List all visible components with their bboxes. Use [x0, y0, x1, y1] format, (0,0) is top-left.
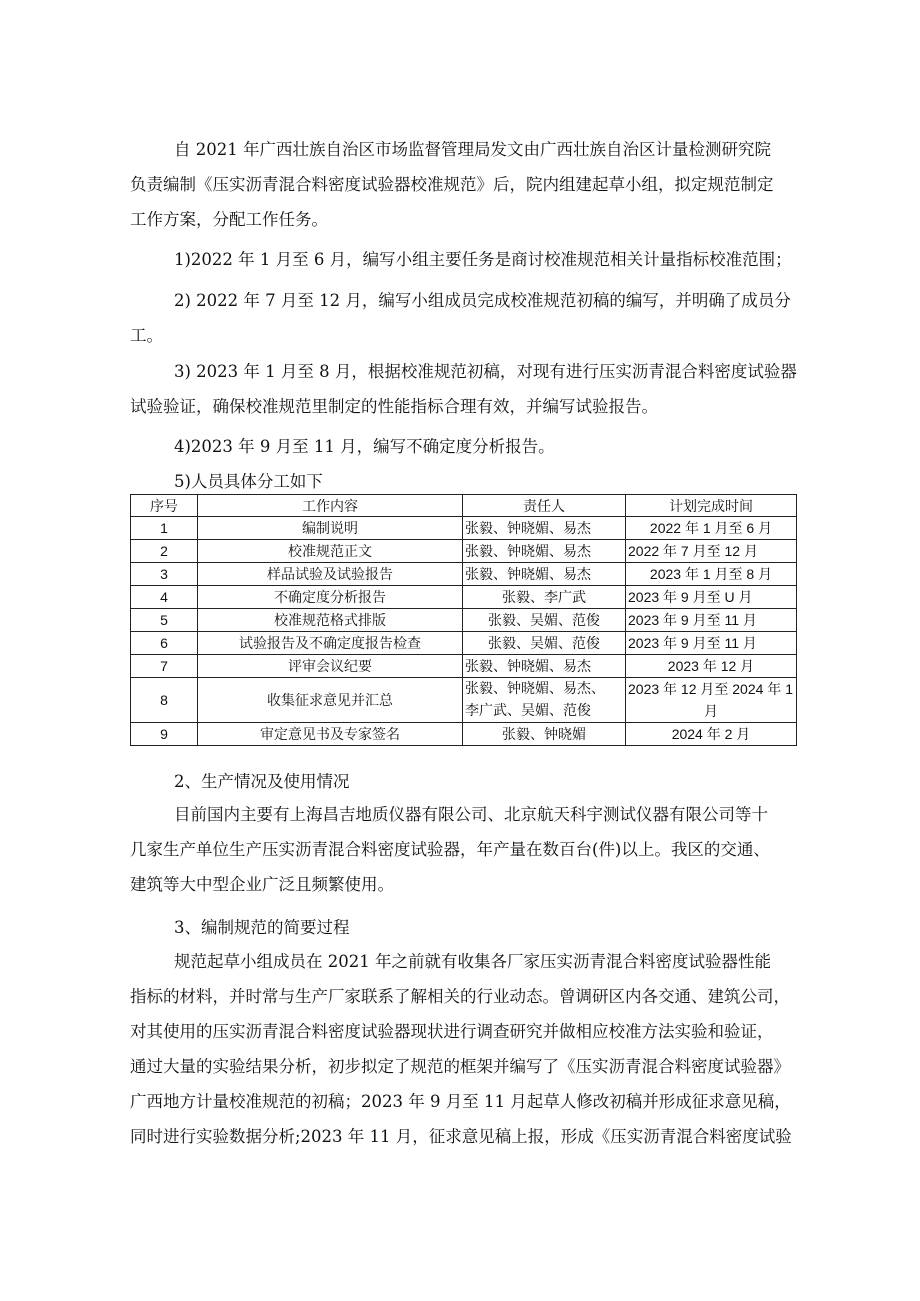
cell-no: 8: [131, 678, 198, 723]
section-3-line: 指标的材料，并时常与生产厂家联系了解相关的行业动态。曾调研区内各交通、建筑公司，: [130, 987, 790, 1006]
cell-responsible: 张毅、钟晓媚: [463, 723, 626, 746]
step-2-line: 2) 2022 年 7 月至 12 月，编写小组成员完成校准规范初稿的编写，并明确了成员分: [174, 291, 791, 310]
cell-responsible: 张毅、钟晓媚、易杰: [463, 563, 626, 586]
intro-line: 工作方案，分配工作任务。: [130, 210, 328, 229]
intro-line: 自 2021 年广西壮族自治区市场监督管理局发文由广西壮族自治区计量检测研究院: [174, 140, 771, 159]
step-3: [130, 354, 798, 424]
cell-responsible: 张毅、钟晓媚、易杰: [463, 655, 626, 678]
cell-deadline: 2023 年 9 月至 U 月: [626, 586, 797, 609]
step-3-line: 3) 2023 年 1 月至 8 月，根据校准规范初稿，对现有进行压实沥青混合料密度试验器: [174, 362, 797, 381]
cell-deadline: 2023 年 1 月至 8 月: [626, 563, 797, 586]
cell-responsible-line: 李广武、吴媚、范俊: [465, 703, 591, 719]
cell-responsible-line: 张毅、钟晓媚、易杰、: [465, 681, 605, 697]
cell-no: 2: [131, 540, 198, 563]
cell-deadline: 2023 年 12 月: [626, 655, 797, 678]
table-header-row: [131, 495, 797, 517]
cell-deadline: [626, 678, 797, 723]
cell-responsible: 张毅、吴媚、范俊: [463, 609, 626, 632]
section-2-line: 建筑等大中型企业广泛且频繁使用。: [130, 875, 394, 894]
section-2-paragraph: [130, 797, 798, 902]
cell-task: 校准规范正文: [198, 540, 463, 563]
cell-no: 5: [131, 609, 198, 632]
cell-task: 不确定度分析报告: [198, 586, 463, 609]
cell-no: 7: [131, 655, 198, 678]
step-3-line: 试验验证，确保校准规范里制定的性能指标合理有效，并编写试验报告。: [130, 397, 658, 416]
cell-deadline: 2022 年 1 月至 6 月: [626, 517, 797, 540]
section-3-line: 对其使用的压实沥青混合料密度试验器现状进行调查研究并做相应校准方法实验和验证，: [130, 1022, 774, 1041]
cell-deadline-line: 月: [704, 703, 718, 719]
section-2-line: 目前国内主要有上海昌吉地质仪器有限公司、北京航天科宇测试仪器有限公司等十: [174, 805, 768, 824]
cell-deadline-line: 2023 年 12 月至 2024 年 1: [628, 681, 793, 697]
step-2-line: 工。: [130, 326, 163, 345]
cell-responsible: 张毅、李广武: [463, 586, 626, 609]
cell-responsible: [463, 678, 626, 723]
section-3-line: 规范起草小组成员在 2021 年之前就有收集各厂家压实沥青混合料密度试验器性能: [174, 952, 771, 971]
section-3-line: 广西地方计量校准规范的初稿；2023 年 9 月至 11 月起草人修改初稿并形成征求意见稿，: [130, 1092, 791, 1111]
cell-responsible: 张毅、吴媚、范俊: [463, 632, 626, 655]
table-row: [131, 655, 797, 678]
step-2: [130, 283, 798, 353]
step-1: 1)2022 年 1 月至 6 月，编写小组主要任务是商讨校准规范相关计量指标校准范围；: [174, 250, 792, 269]
table-row: [131, 586, 797, 609]
table-row: [131, 563, 797, 586]
cell-responsible: 张毅、钟晓媚、易杰: [463, 540, 626, 563]
cell-task: 校准规范格式排版: [198, 609, 463, 632]
header-task: 工作内容: [198, 495, 463, 517]
section-3-heading: 3、编制规范的简要过程: [174, 918, 350, 937]
section-2-line: 几家生产单位生产压实沥青混合料密度试验器，年产量在数百台(件)以上。我区的交通、: [130, 840, 770, 859]
step-5: 5)人员具体分工如下: [174, 472, 323, 491]
table-row: [131, 723, 797, 746]
cell-no: 9: [131, 723, 198, 746]
section-3-line: 同时进行实验数据分析;2023 年 11 月，征求意见稿上报，形成《压实沥青混合料密度试验: [130, 1127, 792, 1146]
cell-no: 4: [131, 586, 198, 609]
intro-paragraph: [130, 132, 798, 237]
cell-no: 6: [131, 632, 198, 655]
cell-responsible: 张毅、钟晓媚、易杰: [463, 517, 626, 540]
cell-deadline: 2024 年 2 月: [626, 723, 797, 746]
table-row: [131, 517, 797, 540]
cell-task: 样品试验及试验报告: [198, 563, 463, 586]
cell-task: 收集征求意见并汇总: [198, 678, 463, 723]
staff-assignment-table: [130, 494, 797, 746]
header-deadline: 计划完成时间: [626, 495, 797, 517]
cell-task: 编制说明: [198, 517, 463, 540]
table-row: [131, 678, 797, 723]
cell-task: 审定意见书及专家签名: [198, 723, 463, 746]
cell-no: 3: [131, 563, 198, 586]
section-3-line: 通过大量的实验结果分析，初步拟定了规范的框架并编写了《压实沥青混合料密度试验器》: [130, 1057, 790, 1076]
cell-no: 1: [131, 517, 198, 540]
cell-deadline: 2022 年 7 月至 12 月: [626, 540, 797, 563]
header-no: 序号: [131, 495, 198, 517]
intro-line: 负责编制《压实沥青混合料密度试验器校准规范》后，院内组建起草小组，拟定规范制定: [130, 175, 774, 194]
cell-task: 试验报告及不确定度报告检查: [198, 632, 463, 655]
step-4: 4)2023 年 9 月至 11 月，编写不确定度分析报告。: [174, 437, 555, 456]
section-3-paragraph: [130, 944, 798, 1154]
section-2-heading: 2、生产情况及使用情况: [174, 772, 350, 791]
header-responsible: 责任人: [463, 495, 626, 517]
table-row: [131, 609, 797, 632]
cell-deadline: 2023 年 9 月至 11 月: [626, 632, 797, 655]
cell-task: 评审会议纪要: [198, 655, 463, 678]
table-row: [131, 632, 797, 655]
table-row: [131, 540, 797, 563]
cell-deadline: 2023 年 9 月至 11 月: [626, 609, 797, 632]
